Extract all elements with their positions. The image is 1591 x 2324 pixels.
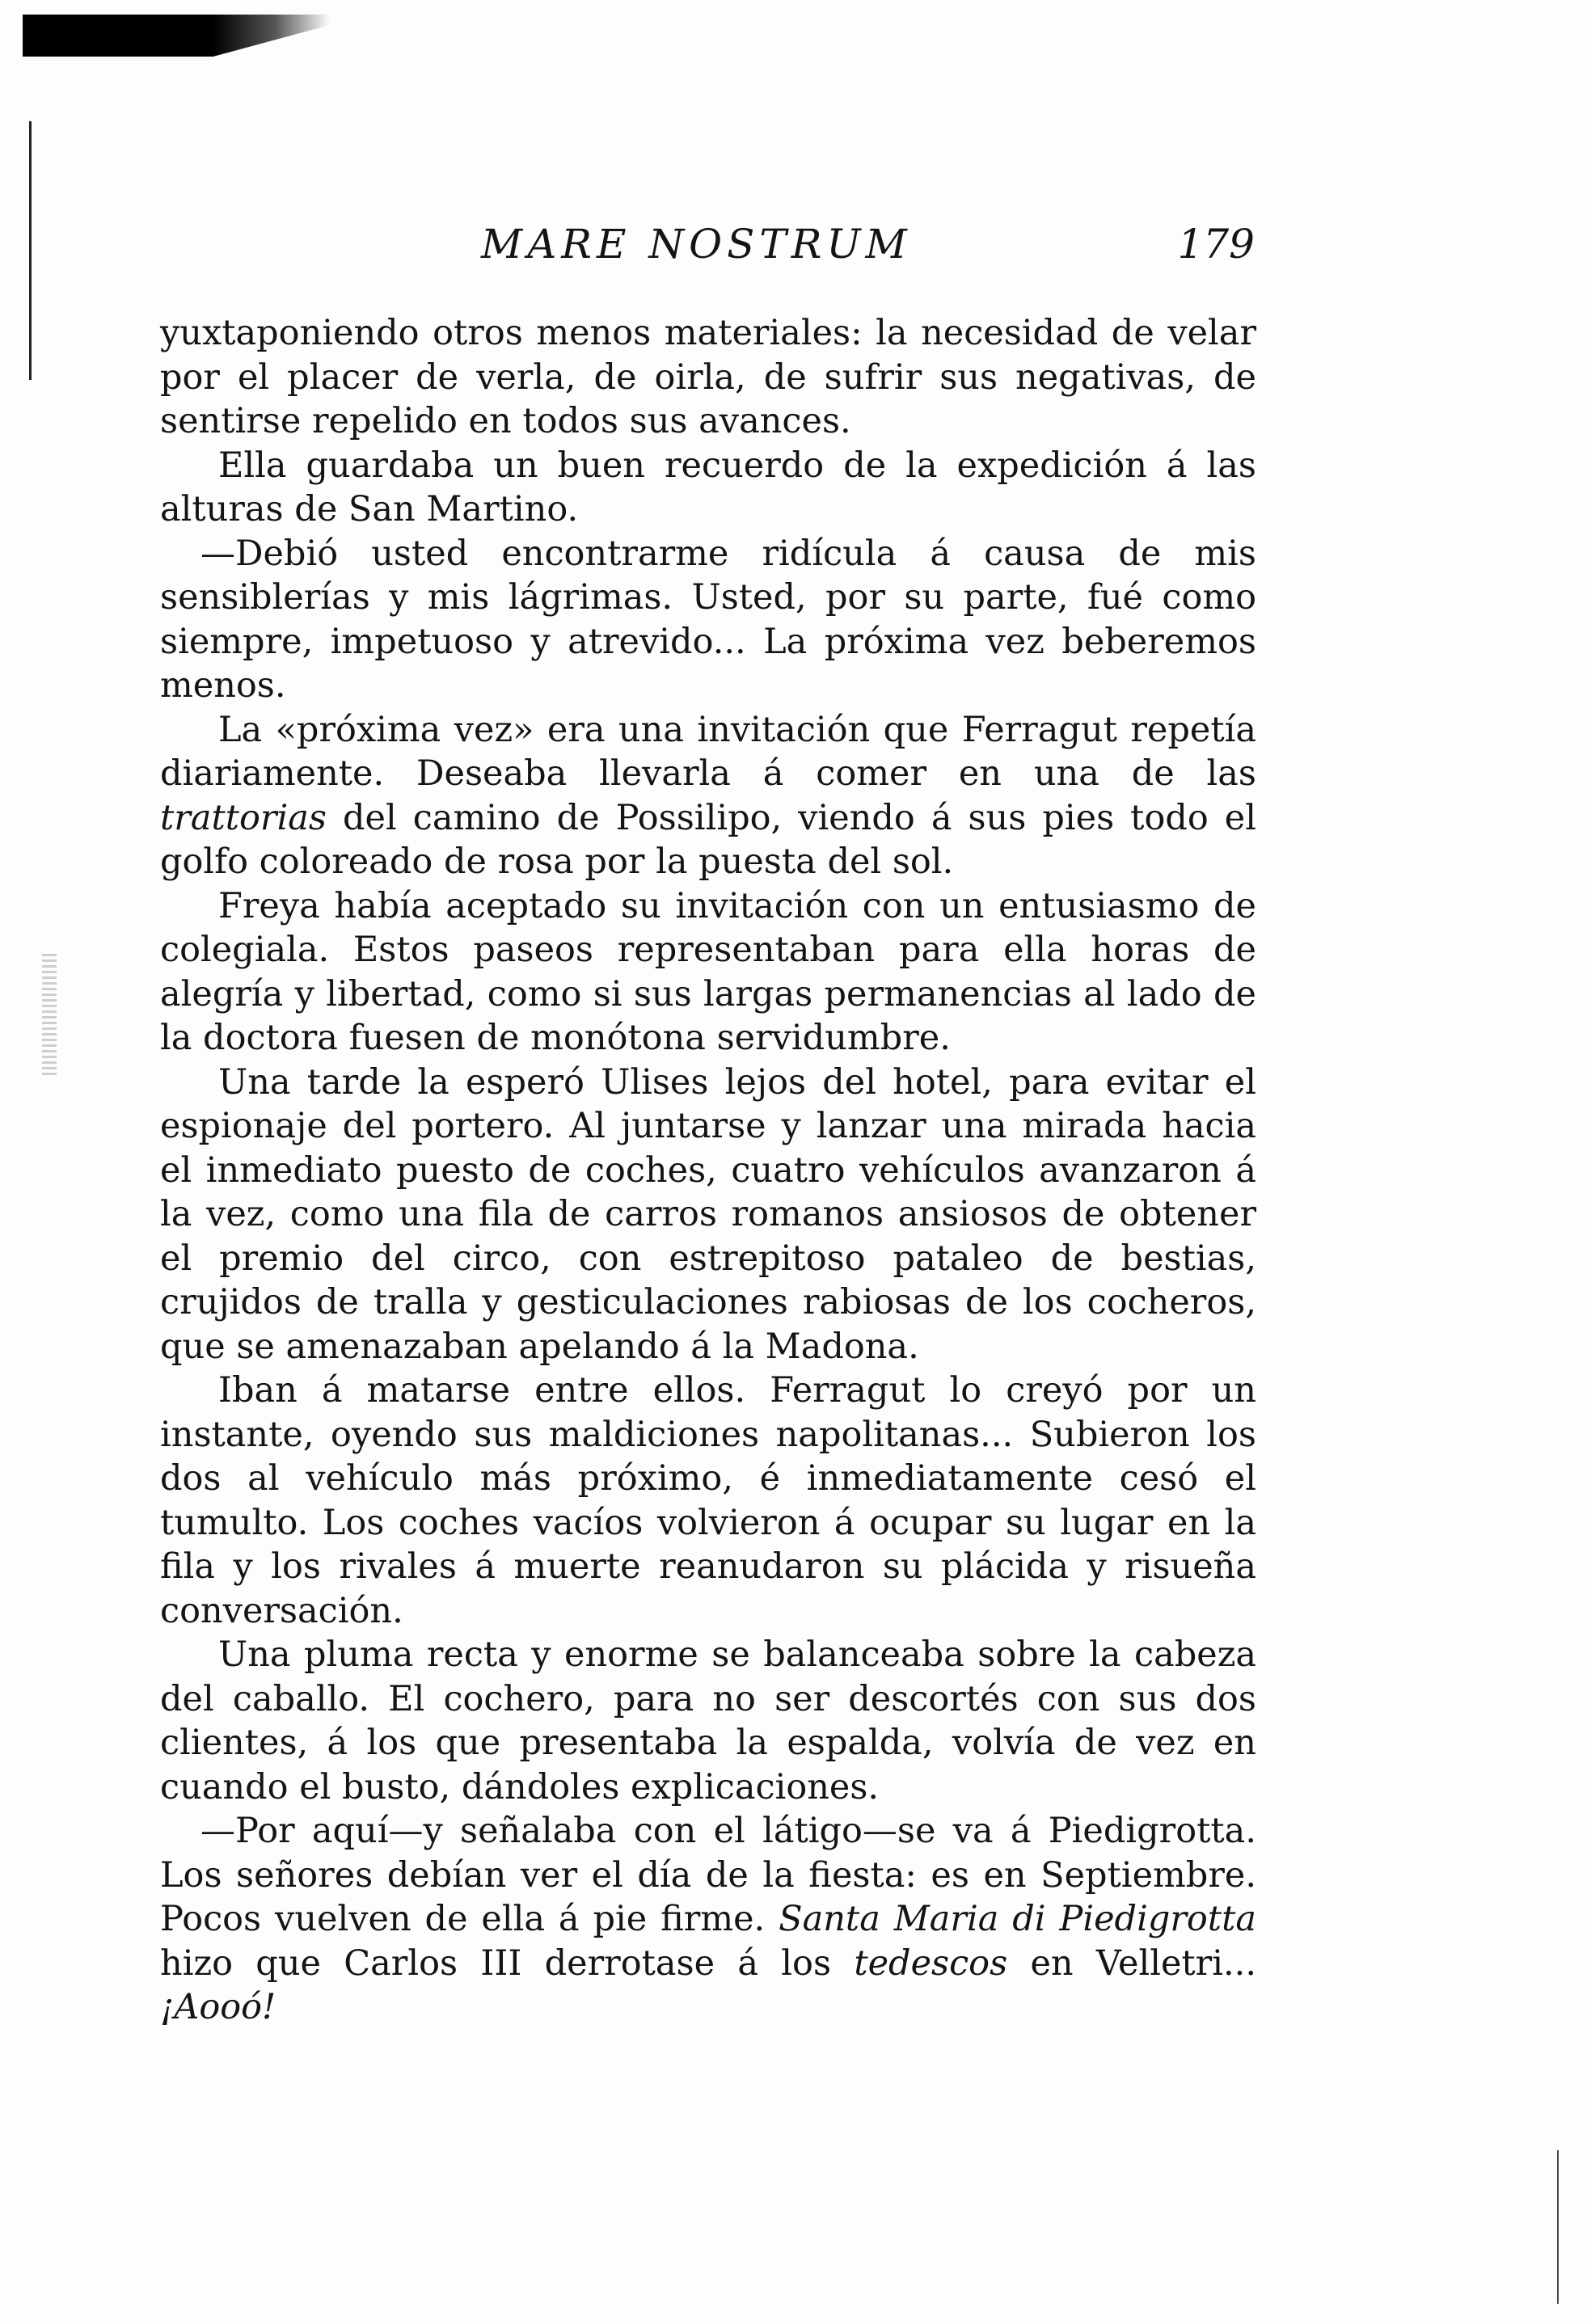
scan-margin-line <box>29 121 32 380</box>
page-header <box>162 212 1255 276</box>
paragraph-9 <box>160 1809 1256 2030</box>
text-run: Ella guardaba un buen recuerdo de la expedición á las alturas de San Martino. <box>160 445 1256 529</box>
page-number: 179 <box>1177 221 1255 268</box>
italic-term: trattorias <box>160 797 327 838</box>
paragraph-1 <box>160 311 1256 444</box>
text-run: Iban á matarse entre ellos. Ferragut lo creyó por un instante, oyendo sus maldiciones napolitanas... Subieron los dos al vehículo más próximo, é inmediatamente cesó el tumulto. Los coches vacíos volvieron á ocupar su lugar en la fila y los rivales á muerte reanudaron su plácida y risueña conversación. <box>160 1370 1256 1631</box>
body-text <box>160 311 1256 2030</box>
italic-term: tedescos <box>854 1942 1008 1984</box>
text-run: —Por aquí—y señalaba con el látigo—se va á Piedigrotta. Los señores debían ver el día de la fiesta: es en Septiembre. Pocos vuelven de ella á pie firme. <box>160 1811 1256 1939</box>
text-run: Freya había aceptado su invitación con un entusiasmo de colegiala. Estos paseos representaban para ella horas de alegría y libertad, como si sus largas permanencias al lado de la doctora fuesen de monótona servidumbre. <box>160 885 1256 1058</box>
italic-term: ¡Aooó! <box>160 1987 276 2027</box>
text-run: en Velletri... <box>1007 1942 1256 1984</box>
text-run: Una pluma recta y enorme se balanceaba sobre la cabeza del caballo. El cochero, para no ser descortés con sus dos clientes, á los que presentaba la espalda, volvía de vez en cuando el busto, dándoles explicaciones. <box>160 1634 1256 1807</box>
scan-edge-artifact <box>23 15 330 57</box>
paragraph-8 <box>160 1633 1256 1809</box>
paragraph-4 <box>160 708 1256 884</box>
text-run: hizo que Carlos III derrotase á los <box>160 1942 855 1984</box>
paragraph-6 <box>160 1061 1256 1369</box>
text-run: —Debió usted encontrarme ridícula á causa de mis sensiblerías y mis lágrimas. Usted, por su parte, fué como siempre, impetuoso y atrevido... La próxima vez beberemos menos. <box>160 533 1256 706</box>
text-run: yuxtaponiendo otros menos materiales: la necesidad de velar por el placer de verla, de oirla, de sufrir sus negativas, de sentirse repelido en todos sus avances. <box>160 313 1256 441</box>
text-run: La «próxima vez» era una invitación que Ferragut repetía diariamente. Deseaba llevarla á comer en una de las <box>160 709 1256 794</box>
paragraph-2 <box>160 444 1256 532</box>
scan-smudge <box>42 954 57 1075</box>
paragraph-5 <box>160 884 1256 1061</box>
text-run: del camino de Possilipo, viendo á sus pies todo el golfo coloreado de rosa por la puesta del sol. <box>160 797 1256 882</box>
running-title: MARE NOSTRUM <box>481 221 912 268</box>
text-run: Una tarde la esperó Ulises lejos del hotel, para evitar el espionaje del portero. Al juntarse y lanzar una mirada hacia el inmediato puesto de coches, cuatro vehículos avanzaron á la vez, como una fila de carros romanos ansiosos de obtener el premio del circo, con estrepitoso pataleo de bestias, crujidos de tralla y gesticulaciones rabiosas de los cocheros, que se amenazaban apelando á la Madona. <box>160 1061 1256 1367</box>
scan-margin-line-bottom <box>1557 2150 1559 2304</box>
paragraph-3 <box>160 532 1256 708</box>
italic-term: Santa Maria di Piedigrotta <box>779 1899 1257 1939</box>
paragraph-7 <box>160 1369 1256 1633</box>
